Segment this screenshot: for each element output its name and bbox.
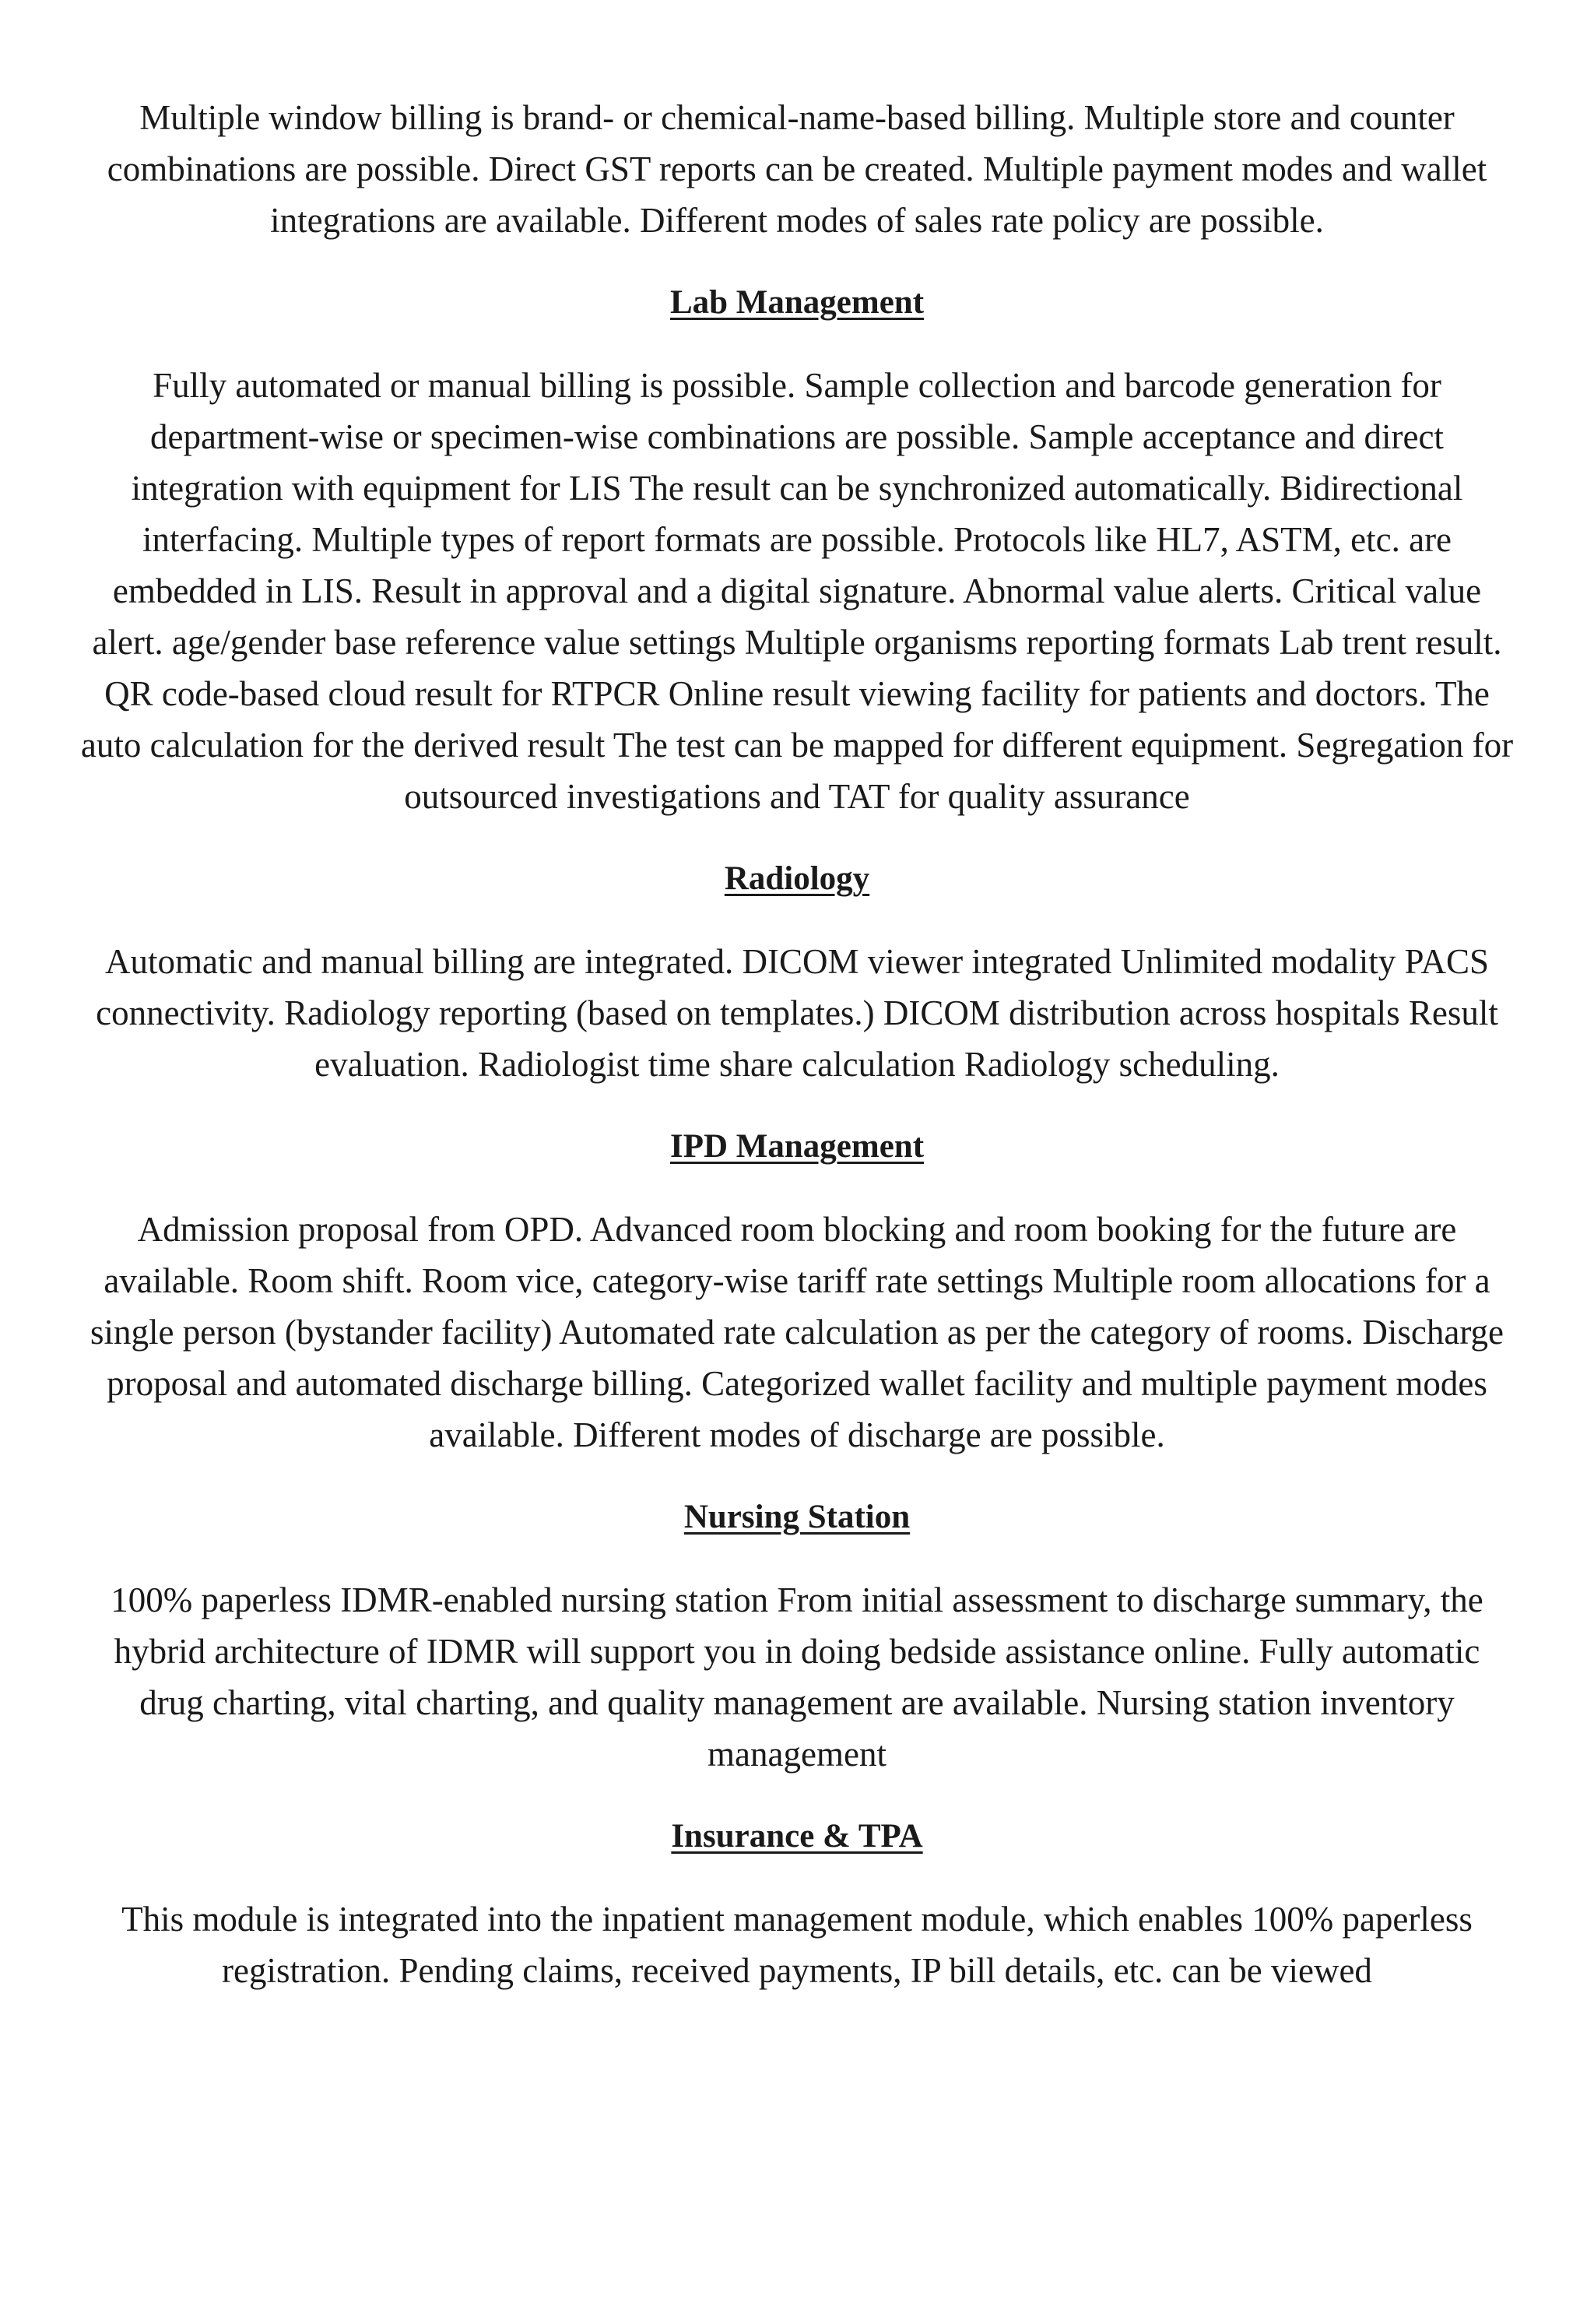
- paragraph-ipd-management: Admission proposal from OPD. Advanced room blocking and room booking for the future are available. Room shift. Room vice, category-wise tariff rate settings Multiple room allocations for a single person (bystander facility) Automated rate calculation as per the category of rooms. Discharge proposal and automated discharge billing. Categorized wallet facility and multiple payment modes available. Different modes of discharge are possible.: [90, 1210, 1504, 1454]
- paragraph-nursing-station: 100% paperless IDMR-enabled nursing station From initial assessment to discharge summary, the hybrid architecture of IDMR will support you in doing bedside assistance online. Fully automatic drug charting, vital charting, and quality management are available. Nursing station inventory management: [111, 1580, 1483, 1774]
- paragraph-lab-management: Fully automated or manual billing is possible. Sample collection and barcode generation for department-wise or specimen-wise combinations are possible. Sample acceptance and direct integration with equipment for LIS The result can be synchronized automatically. Bidirectional interfacing. Multiple types of report formats are possible. Protocols like HL7, ASTM, etc. are embedded in LIS. Result in approval and a digital signature. Abnormal value alerts. Critical value alert. age/gender base reference value settings Multiple organisms reporting formats Lab trent result. QR code-based cloud result for RTPCR Online result viewing facility for patients and doctors. The auto calculation for the derived result The test can be mapped for different equipment. Segregation for outsourced investigations and TAT for quality assurance: [80, 366, 1514, 816]
- paragraph-radiology: Automatic and manual billing are integrated. DICOM viewer integrated Unlimited modality PACS connectivity. Radiology reporting (based on templates.) DICOM distribution across hospitals Result evaluation. Radiologist time share calculation Radiology scheduling.: [96, 942, 1498, 1084]
- heading-insurance-tpa: Insurance & TPA: [671, 1818, 923, 1855]
- intro-paragraph: Multiple window billing is brand- or chemical-name-based billing. Multiple store and counter combinations are possible. Direct GST reports can be created. Multiple payment modes and wallet integrations are available. Different modes of sales rate policy are possible.: [107, 98, 1487, 240]
- heading-nursing-station: Nursing Station: [683, 1499, 911, 1535]
- heading-lab-management: Lab Management: [669, 284, 925, 321]
- heading-radiology: Radiology: [724, 860, 870, 897]
- document-page: [78, 92, 1516, 1996]
- paragraph-insurance-tpa: This module is integrated into the inpatient management module, which enables 100% paperless registration. Pending claims, received payments, IP bill details, etc. can be viewed: [121, 1900, 1473, 1990]
- heading-ipd-management: IPD Management: [669, 1128, 925, 1165]
